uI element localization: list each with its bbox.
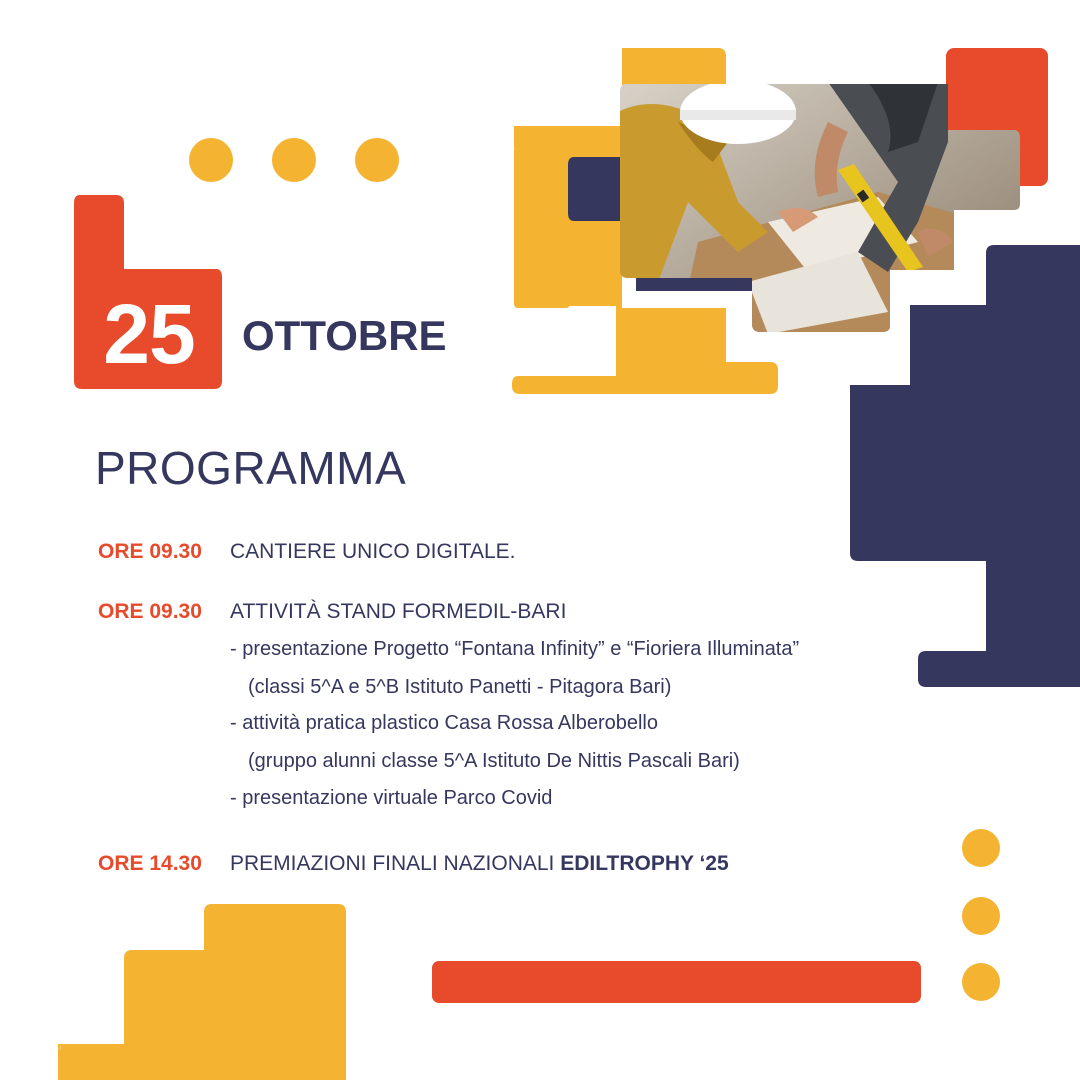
decor-dot-1 (189, 138, 233, 182)
decor-dot-2 (272, 138, 316, 182)
schedule-detail: - presentazione virtuale Parco Covid (230, 787, 553, 809)
decor-orange-bar (432, 961, 921, 1003)
date-day: 25 (103, 287, 195, 381)
section-title: PROGRAMMA (95, 442, 407, 494)
date-month: OTTOBRE (242, 312, 447, 359)
schedule-detail: - presentazione Progetto “Fontana Infinity” e “Fioriera Illuminata” (230, 638, 800, 660)
edil-trophy-highlight: EDILTROPHY ‘25 (560, 852, 729, 875)
decor-dot-4 (962, 829, 1000, 867)
schedule-time: ORE 09.30 (98, 600, 202, 623)
schedule-detail: - attività pratica plastico Casa Rossa Alberobello (230, 712, 658, 734)
schedule-title: CANTIERE UNICO DIGITALE. (230, 540, 516, 563)
schedule-title-text: PREMIAZIONI FINALI NAZIONALI (230, 852, 555, 875)
schedule-detail: (gruppo alunni classe 5^A Istituto De Nittis Pascali Bari) (248, 750, 740, 772)
decor-dot-6 (962, 963, 1000, 1001)
schedule-title: ATTIVITÀ STAND FORMEDIL-BARI (230, 600, 567, 623)
decor-navy-block-right (848, 243, 1080, 689)
schedule-time: ORE 14.30 (98, 852, 202, 875)
schedule-detail: (classi 5^A e 5^B Istituto Panetti - Pitagora Bari) (248, 676, 672, 698)
decor-yellow-block-bottom (58, 902, 348, 1080)
schedule-title (230, 851, 729, 877)
schedule-time: ORE 09.30 (98, 540, 202, 563)
decor-dot-3 (355, 138, 399, 182)
decor-dot-5 (962, 897, 1000, 935)
